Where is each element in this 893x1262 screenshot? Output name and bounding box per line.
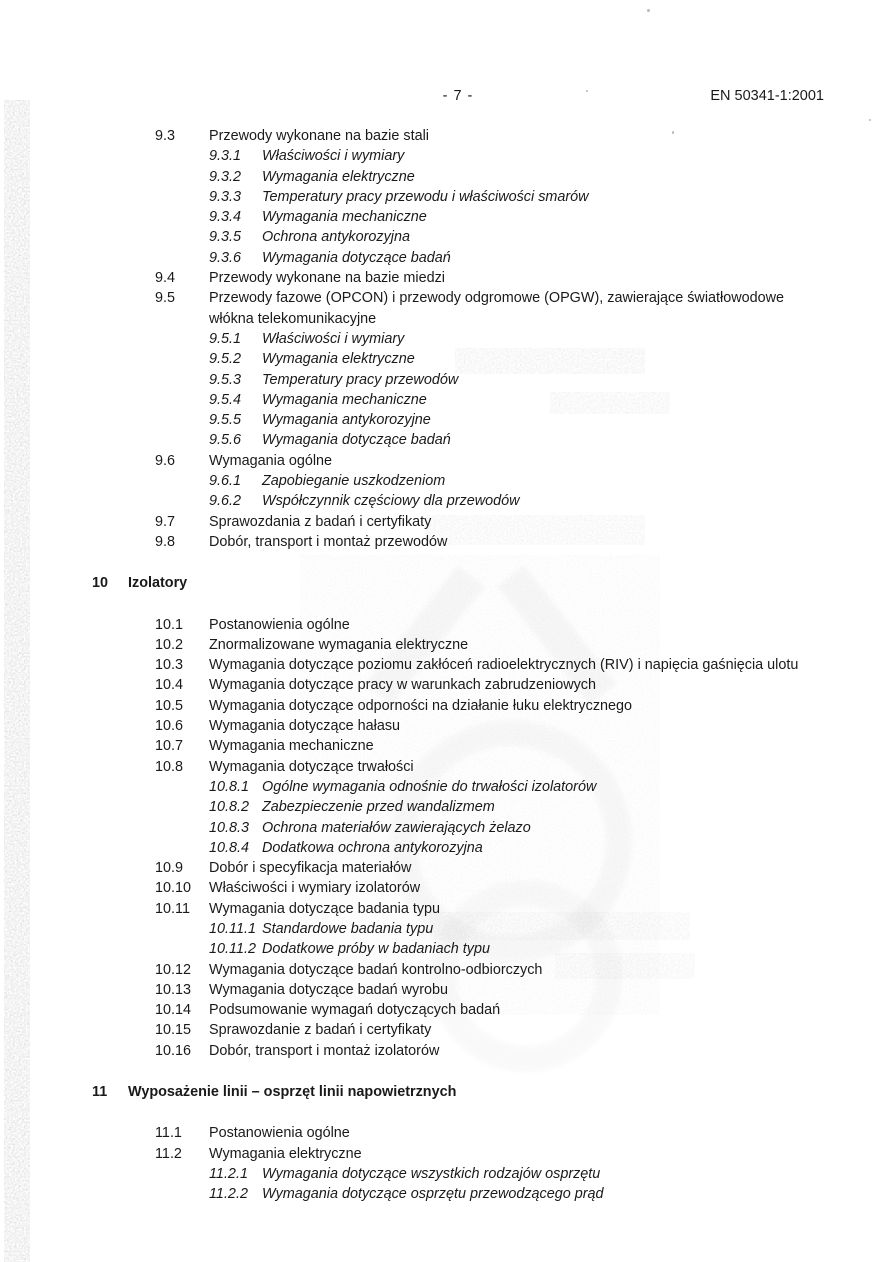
toc-entry (155, 248, 855, 268)
toc-entry (155, 635, 855, 655)
toc-entry-number: 10.8.1 (209, 778, 250, 795)
toc-entry-label: Dodatkowe próby w badaniach typu (262, 941, 490, 958)
toc-entry-number: 10.13 (155, 981, 192, 998)
toc-entry-label: Wymagania elektryczne (262, 168, 415, 185)
toc-entry-label: Wymagania dotyczące odporności na działanie łuku elektrycznego (209, 697, 633, 714)
toc-entry-number: 9.8 (155, 533, 176, 550)
toc-entry-label: Wymagania dotyczące badania typu (209, 900, 441, 917)
toc-entry (155, 716, 855, 736)
toc-entry-label: Temperatury pracy przewodów (262, 371, 459, 388)
toc-entry (155, 960, 855, 980)
toc-entry-number: 9.3 (155, 128, 176, 144)
toc-entry-number: 11 (92, 1084, 108, 1101)
toc-entry-number: 10.1 (155, 616, 184, 633)
toc-entry (155, 1184, 855, 1204)
toc-entry-number: 10.11 (155, 900, 190, 917)
toc-entry-number: 10.16 (155, 1042, 192, 1059)
toc-entry (155, 939, 855, 959)
toc-entry (155, 675, 855, 695)
toc-entry (155, 797, 855, 817)
toc-entry (155, 167, 855, 187)
section-heading (92, 1082, 855, 1102)
toc-entry-label: Dobór i specyfikacja materiałów (209, 860, 412, 877)
section-heading (92, 573, 855, 593)
toc-entry-number: 9.3.3 (209, 188, 242, 205)
toc-entry-label: Dobór, transport i montaż izolatorów (209, 1042, 440, 1059)
toc-entry (155, 655, 855, 675)
toc-entry-label: Ochrona antykorozyjna (262, 229, 410, 246)
toc-entry-number: 10.6 (155, 718, 184, 735)
toc-entry-number: 10.3 (155, 657, 184, 674)
toc-entry-label: Sprawozdanie z badań i certyfikaty (209, 1022, 432, 1039)
toc-entry-label: Wymagania dotyczące hałasu (209, 718, 401, 735)
toc-entry-number: 9.3.2 (209, 168, 242, 185)
toc-entry-label: Wymagania dotyczące wszystkich rodzajów osprzętu (262, 1165, 601, 1182)
toc-entry-number: 10.8 (155, 758, 184, 775)
toc-entry-number: 11.2.1 (209, 1165, 248, 1182)
toc-entry-label: Wymagania mechaniczne (262, 209, 427, 226)
toc-entry (155, 736, 855, 756)
toc-entry-label: Wymagania dotyczące badań (262, 432, 451, 449)
toc-entry-number: 10.7 (155, 738, 184, 755)
toc-entry-label: Ogólne wymagania odnośnie do trwałości izolatorów (262, 778, 597, 795)
toc-entry-label: Zapobieganie uszkodzeniom (262, 473, 446, 490)
toc-entry-number: 11.2.2 (209, 1186, 248, 1203)
standard-reference: EN 50341-1:2001 (710, 88, 824, 104)
toc-entry (155, 1164, 855, 1184)
toc-entry (155, 818, 855, 838)
toc-entry (155, 1000, 855, 1020)
toc-entry-label: Ochrona materiałów zawierających żelazo (262, 819, 531, 836)
toc-entry (155, 1123, 855, 1143)
toc-entry-label: Wymagania elektryczne (262, 351, 415, 368)
toc-entry-number: 9.7 (155, 513, 176, 530)
toc-entry (155, 430, 855, 450)
toc-entry-label: Wymagania ogólne (209, 452, 333, 469)
toc-entry-number: 10.14 (155, 1002, 192, 1019)
toc-entry (155, 919, 855, 939)
toc-entry (155, 757, 855, 777)
toc-entry (155, 288, 855, 329)
toc-entry-label: Właściwości i wymiary (262, 330, 405, 347)
toc-entry-label: Wymagania dotyczące pracy w warunkach zabrudzeniowych (209, 677, 597, 694)
toc-entry (155, 858, 855, 878)
toc-entry-number: 10.8.4 (209, 839, 250, 856)
toc-entry (155, 1144, 855, 1164)
toc-entry-label: Postanowienia ogólne (209, 616, 350, 633)
toc-entry-number: 10.8.3 (209, 819, 250, 836)
toc-entry (155, 187, 855, 207)
toc-entry-number: 10.5 (155, 697, 184, 714)
toc-entry-number: 9.5.4 (209, 391, 242, 408)
toc-entry (155, 899, 855, 919)
toc-entry (155, 126, 855, 146)
page-number: - 7 - (442, 88, 474, 104)
toc-entry-number: 10.15 (155, 1022, 192, 1039)
scan-dot (586, 90, 588, 92)
toc-entry-number: 9.6 (155, 452, 176, 469)
toc-entry (155, 532, 855, 552)
toc-entry-number: 9.4 (155, 270, 176, 287)
toc-entry-number: 10.9 (155, 860, 184, 877)
toc-entry-number: 10.8.2 (209, 799, 250, 816)
toc-entry (155, 268, 855, 288)
toc-entry-number: 9.5.1 (209, 330, 242, 347)
toc-entry-label: Sprawozdania z badań i certyfikaty (209, 513, 432, 530)
scan-noise-band (4, 100, 30, 1262)
toc-entry-number: 11.1 (155, 1125, 182, 1142)
toc-entry-label: Wymagania elektryczne (209, 1145, 362, 1162)
toc-entry-number: 9.5.6 (209, 432, 242, 449)
toc-entry-label: Właściwości i wymiary izolatorów (209, 880, 421, 897)
toc-entry-label: Standardowe badania typu (262, 920, 434, 937)
toc-entry-number: 9.5.5 (209, 412, 242, 429)
scan-dot (869, 119, 871, 121)
toc-entry (155, 146, 855, 166)
toc-entry-label: Postanowienia ogólne (209, 1125, 350, 1142)
toc-entry (155, 696, 855, 716)
toc-entry-label: Przewody fazowe (OPCON) i przewody odgromowe (OPGW), zawierające światłowodowe włókna telekomunikacyjne (209, 290, 785, 327)
toc-entry (155, 451, 855, 471)
toc-entry-label: Przewody wykonane na bazie miedzi (209, 270, 445, 287)
toc-entry (155, 329, 855, 349)
toc-entry-label: Podsumowanie wymagań dotyczących badań (209, 1002, 501, 1019)
toc-entry-number: 9.3.4 (209, 209, 242, 226)
toc-entry-number: 9.3.1 (209, 148, 242, 165)
toc-entry-label: Wymagania mechaniczne (209, 738, 374, 755)
toc-entry-number: 11.2 (155, 1145, 182, 1162)
toc-entry-label: Izolatory (128, 575, 188, 592)
toc-entry-number: 9.5.3 (209, 371, 242, 388)
toc-entry-label: Wymagania dotyczące osprzętu przewodzącego prąd (262, 1186, 604, 1203)
toc-entry-label: Współczynnik częściowy dla przewodów (262, 493, 520, 510)
toc-entry-label: Dobór, transport i montaż przewodów (209, 533, 448, 550)
toc-entry (155, 838, 855, 858)
toc-entry (155, 512, 855, 532)
toc-entry-number: 9.5.2 (209, 351, 242, 368)
toc-entry (155, 349, 855, 369)
toc-entry-label: Wyposażenie linii – osprzęt linii napowietrznych (128, 1084, 457, 1101)
toc-entry (155, 1020, 855, 1040)
toc-entry-number: 10.12 (155, 961, 192, 978)
toc-entry (155, 227, 855, 247)
toc-entry (155, 207, 855, 227)
table-of-contents (92, 126, 855, 1205)
toc-entry-number: 9.6.1 (209, 473, 242, 490)
toc-entry-number: 10.11.2 (209, 941, 256, 958)
toc-entry (155, 980, 855, 1000)
toc-entry-label: Przewody wykonane na bazie stali (209, 128, 429, 144)
scan-dot (647, 9, 650, 12)
toc-entry-label: Wymagania mechaniczne (262, 391, 427, 408)
toc-entry-number: 9.3.6 (209, 249, 242, 266)
toc-entry-number: 10 (92, 575, 109, 592)
toc-entry-label: Temperatury pracy przewodu i właściwości smarów (262, 188, 589, 205)
toc-entry-label: Właściwości i wymiary (262, 148, 405, 165)
toc-entry-number: 10.4 (155, 677, 184, 694)
toc-entry-label: Wymagania dotyczące trwałości (209, 758, 414, 775)
toc-entry-label: Wymagania antykorozyjne (262, 412, 431, 429)
toc-entry-number: 9.5 (155, 290, 176, 307)
toc-entry (155, 471, 855, 491)
toc-entry-label: Wymagania dotyczące badań kontrolno-odbiorczych (209, 961, 543, 978)
toc-entry-number: 10.2 (155, 636, 184, 653)
toc-entry-label: Zabezpieczenie przed wandalizmem (262, 799, 495, 816)
toc-entry-label: Znormalizowane wymagania elektryczne (209, 636, 469, 653)
toc-entry-label: Wymagania dotyczące badań wyrobu (209, 981, 449, 998)
toc-entry (155, 410, 855, 430)
toc-entry-number: 10.11.1 (209, 920, 256, 937)
toc-entry-number: 9.6.2 (209, 493, 242, 510)
toc-entry (155, 491, 855, 511)
toc-entry-label: Wymagania dotyczące poziomu zakłóceń radioelektrycznych (RIV) i napięcia gaśnięcia ulotu (209, 657, 799, 674)
toc-entry (155, 370, 855, 390)
toc-entry-label: Dodatkowa ochrona antykorozyjna (262, 839, 483, 856)
toc-entry-number: 10.10 (155, 880, 192, 897)
toc-entry (155, 878, 855, 898)
toc-entry (155, 390, 855, 410)
toc-entry (155, 1041, 855, 1061)
toc-entry-label: Wymagania dotyczące badań (262, 249, 451, 266)
toc-entry (155, 615, 855, 635)
toc-entry (155, 777, 855, 797)
toc-entry-number: 9.3.5 (209, 229, 242, 246)
